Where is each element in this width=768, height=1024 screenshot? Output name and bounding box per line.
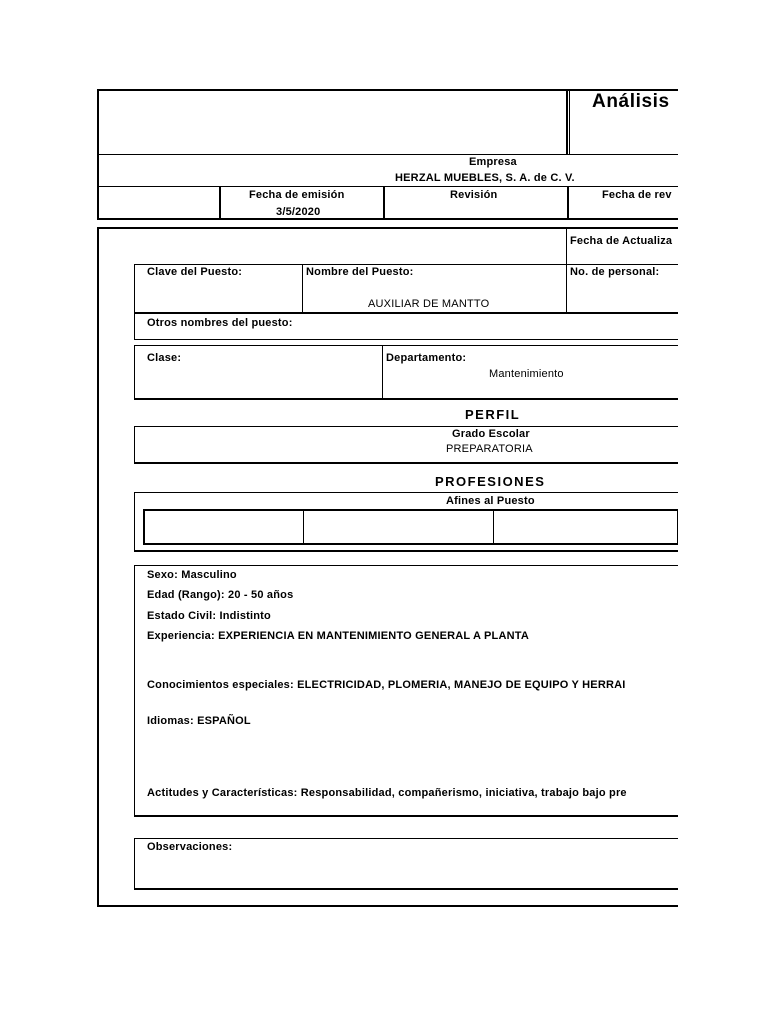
clase-col	[382, 345, 383, 400]
experiencia-text: Experiencia: EXPERIENCIA EN MANTENIMIENTO GENERAL A PLANTA	[147, 630, 529, 642]
fecha-emision-label: Fecha de emisión	[249, 189, 345, 201]
observaciones-label: Observaciones:	[147, 841, 233, 853]
profesiones-heading: PROFESIONES	[435, 474, 546, 489]
puesto-col-2	[566, 264, 567, 314]
title-divider	[566, 89, 568, 155]
profesiones-cell-divider-1	[303, 509, 304, 545]
otros-nombres-label: Otros nombres del puesto:	[147, 317, 293, 329]
actualizacion-left	[566, 229, 567, 265]
fecha-actualizacion-label: Fecha de Actualiza	[570, 235, 673, 247]
header-col-2	[383, 186, 385, 220]
grado-escolar-box	[134, 426, 678, 464]
header-col-1	[219, 186, 221, 220]
header-row-line	[97, 154, 678, 155]
document-title: Análisis	[592, 91, 670, 112]
profesiones-grid	[143, 509, 678, 545]
grado-escolar-value: PREPARATORIA	[446, 443, 533, 455]
sexo-text: Sexo: Masculino	[147, 569, 237, 581]
personal-label: No. de personal:	[570, 266, 660, 278]
header-col-3	[567, 186, 569, 220]
revision-label: Revisión	[450, 189, 498, 201]
profesiones-cell-divider-2	[493, 509, 494, 545]
actitudes-text: Actitudes y Características: Responsabilidad, compañerismo, iniciativa, trabajo bajo pre	[147, 787, 627, 799]
estado-civil-text: Estado Civil: Indistinto	[147, 610, 271, 622]
perfil-heading: PERFIL	[465, 407, 521, 422]
edad-text: Edad (Rango): 20 - 50 años	[147, 589, 294, 601]
header-row-line-2	[97, 186, 678, 187]
clave-label: Clave del Puesto:	[147, 266, 243, 278]
clase-label: Clase:	[147, 352, 182, 364]
departamento-label: Departamento:	[386, 352, 467, 364]
title-divider-inner	[569, 89, 570, 155]
afines-label: Afines al Puesto	[446, 495, 535, 507]
nombre-value: AUXILIAR DE MANTTO	[368, 298, 490, 310]
grado-escolar-label: Grado Escolar	[452, 428, 530, 440]
fecha-revision-label: Fecha de rev	[602, 189, 672, 201]
nombre-label: Nombre del Puesto:	[306, 266, 414, 278]
idiomas-text: Idiomas: ESPAÑOL	[147, 715, 251, 727]
empresa-value: HERZAL MUEBLES, S. A. de C. V.	[395, 172, 575, 184]
departamento-value: Mantenimiento	[489, 368, 564, 380]
empresa-label: Empresa	[469, 156, 517, 168]
conocimientos-text: Conocimientos especiales: ELECTRICIDAD, PLOMERIA, MANEJO DE EQUIPO Y HERRAI	[147, 679, 626, 691]
puesto-col-1	[302, 264, 303, 314]
requisitos-box	[134, 565, 678, 817]
fecha-emision-value: 3/5/2020	[276, 206, 321, 218]
